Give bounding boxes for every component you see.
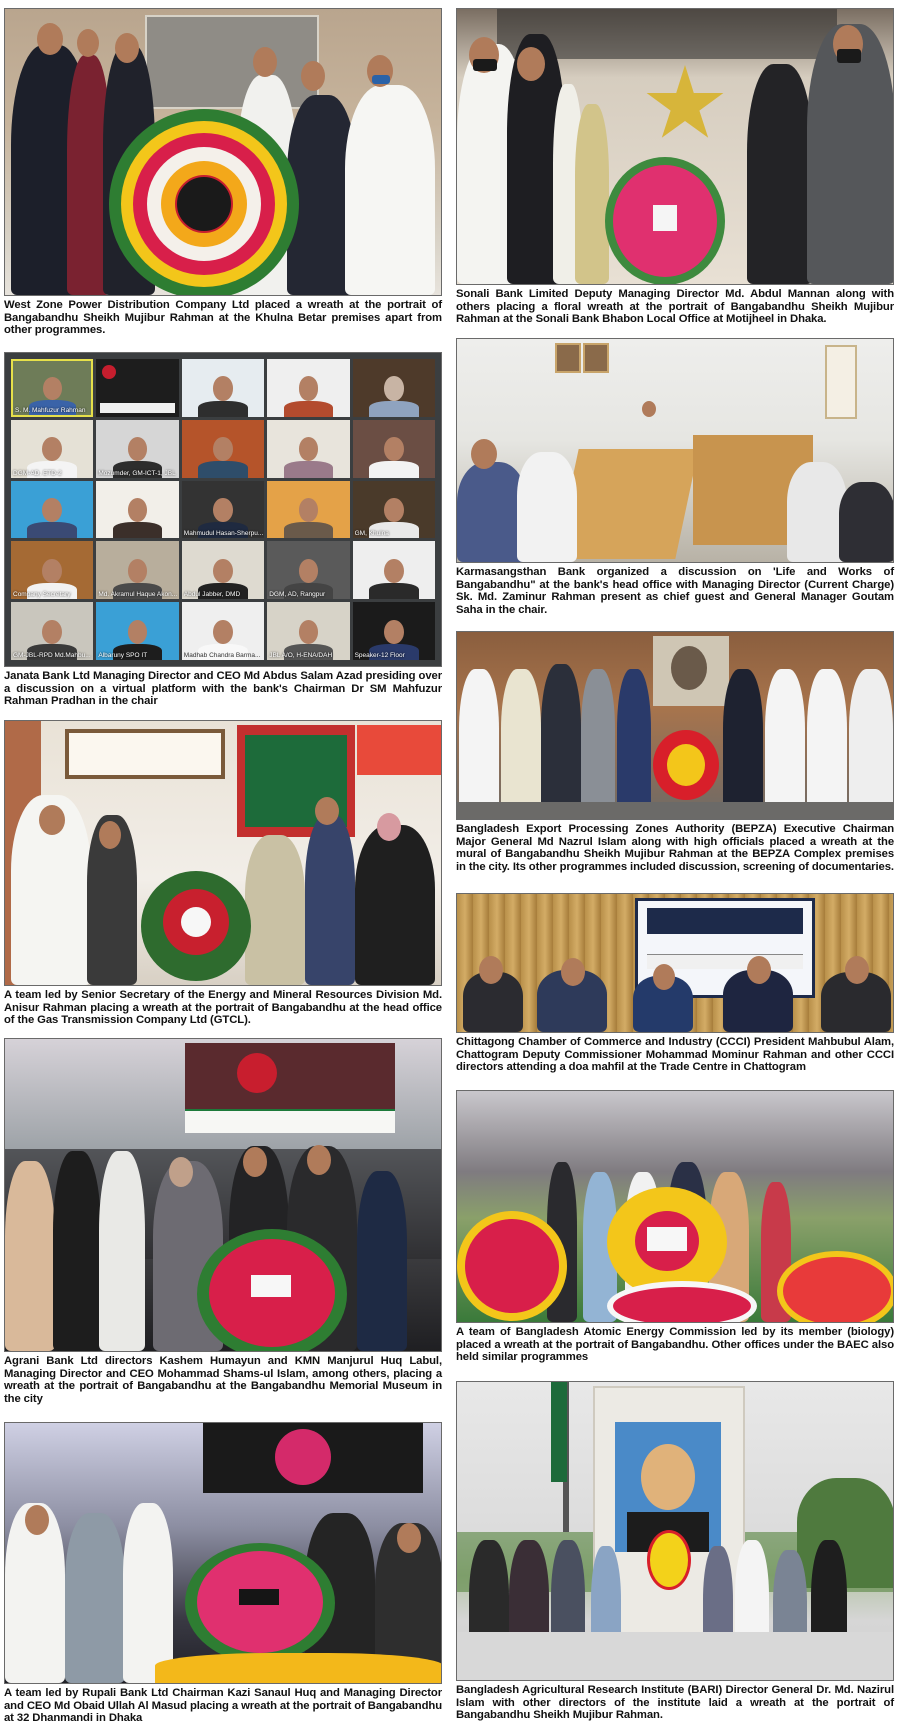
photo-caption: A team of Bangladesh Atomic Energy Commission led by its member (biology) placed a wreath at the portrait of Bangabandhu. Other offices under the BAEC also held similar programmes [456,1326,894,1364]
photo-caption: Chittagong Chamber of Commerce and Industry (CCCI) President Mahbubul Alam, Chattogram Deputy Commissioner Mohammad Mominur Rahman and other CCCI directors attending a doa mahfil at the Trade Centre in Chattogram [456,1036,894,1074]
flag [551,1382,567,1482]
photo-caption: Agrani Bank Ltd directors Kashem Humayun and KMN Manjurul Huq Labul, Managing Director and CEO Mohammad Shams-ul Islam, among others, placing a wreath at the portrait of Bangabandhu at the Bangabandhu Memorial Museum in the city [4,1355,442,1405]
photo-janata-video-conference [4,352,442,667]
photo-bepza [456,631,894,820]
photo-bari [456,1381,894,1681]
photo-item-karmasangsthan [456,338,894,616]
photo-item-bepza [456,631,894,873]
photo-sonali [456,8,894,285]
photo-caption: Bangladesh Export Processing Zones Authority (BEPZA) Executive Chairman Major General Md Nazrul Islam along with high officials placed a wreath at the mural of Bangabandhu Sheikh Mujibur Rahman at the BEPZA Complex premises in the city. Its other programmes included discussion, screening of documentaries. [456,823,894,873]
photo-baec [456,1090,894,1323]
wreath [457,1211,567,1321]
photo-caption: Sonali Bank Limited Deputy Managing Director Md. Abdul Mannan along with others placing a floral wreath at the portrait of Bangabandhu Sheikh Mujibur Rahman at the Sonali Bank Bhabon Local Office at Motijheel in Dhaka. [456,288,894,326]
wreath [647,1530,691,1590]
photo-item-agrani [4,1038,442,1405]
bangabandhu-corner-sign [65,729,225,779]
photo-karmasangsthan [456,338,894,563]
photo-caption: Bangladesh Agricultural Research Institute (BARI) Director General Dr. Md. Nazirul Islam with other directors of the institute laid a wreath at the portrait of Bangabandhu Sheikh Mujibur Rahman. [456,1684,894,1722]
photo-caption: A team led by Senior Secretary of the Energy and Mineral Resources Division Md. Anisur Rahman placing a wreath at the portrait of Bangabandhu at the head office of the Gas Transmission Company Ltd (GTCL). [4,989,442,1027]
photo-item-sonali [456,8,894,326]
photo-item-bari [456,1381,894,1722]
photo-gtcl [4,720,442,986]
photo-ccci [456,893,894,1033]
photo-wzpdcl [4,8,442,296]
photo-caption: Karmasangsthan Bank organized a discussion on 'Life and Works of Bangabandhu" at the bank's head office with Managing Director (Current Charge) Sk. Md. Zaminur Rahman present as chief guest and General Manager Goutam Saha in the chair. [456,566,894,616]
photo-caption: A team led by Rupali Bank Ltd Chairman Kazi Sanaul Huq and Managing Director and CEO Md Obaid Ullah Al Masud placing a wreath at the portrait of Bangabandhu at 32 Dhanmandi in Dhaka [4,1687,442,1725]
photo-item-wzpdcl [4,8,442,337]
photo-caption: West Zone Power Distribution Company Ltd placed a wreath at the portrait of Bangabandhu Sheikh Mujibur Rahman at the Khulna Betar premises apart from other programmes. [4,299,442,337]
photo-caption: Janata Bank Ltd Managing Director and CEO Md Abdus Salam Azad presiding over a discussion on a virtual platform with the bank's Chairman Dr SM Mahfuzur Rahman Pradhan in the chair [4,670,442,708]
photo-item-ccci [456,893,894,1074]
photo-rupali [4,1422,442,1684]
photo-item-baec [456,1090,894,1364]
memorial-plaque [145,15,319,109]
photo-item-gtcl [4,720,442,1027]
photo-agrani [4,1038,442,1352]
photo-item-janata [4,352,442,708]
video-conference-grid: S. M. Mahfuzur Rahman DGM-AD, ETD-2 Mozumder, GM-ICT-1, JBL Mahmudul Hasan-Sherpu... GM, Khulna Company Secretary Md. Akramul Haque Akon... Abdul Jabber, DMD DGM, AD, Rangpur GM-JBL-RPD Md.Mahbu... Albaruny SPO IT Madhab Chandra Barma... JBL A/O, H-ENA/DAH Speaker-12 Floor [11,359,435,660]
photo-item-rupali [4,1422,442,1725]
